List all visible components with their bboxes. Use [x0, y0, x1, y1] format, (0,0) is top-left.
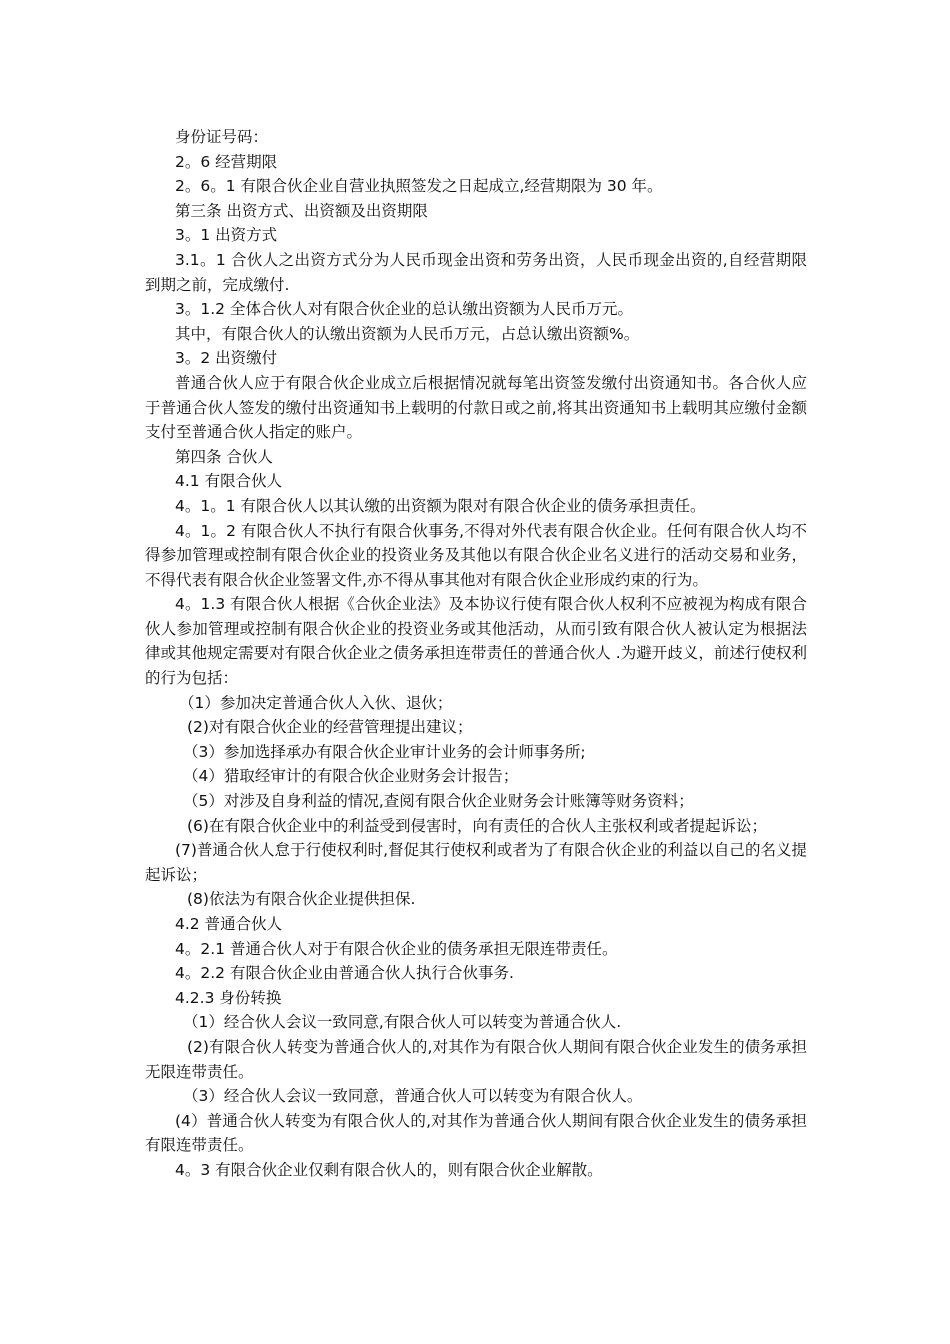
clause-3-1-1: 3.1。1 合伙人之出资方式分为人民币现金出资和劳务出资，人民币现金出资的,自经营期限到期之前，完成缴付.	[145, 250, 807, 294]
document-page	[145, 125, 807, 1183]
conversion-item-3: （3）经合伙人会议一致同意，普通合伙人可以转变为有限合伙人。	[183, 1087, 643, 1106]
clause-4-2-1: 4。2.1 普通合伙人对于有限合伙企业的债务承担无限连带责任。	[175, 939, 618, 958]
list-item-8: (8)依法为有限合伙企业提供担保.	[187, 890, 416, 909]
list-item-5: （5）对涉及自身利益的情况,查阅有限合伙企业财务会计账簿等财务资料；	[183, 792, 694, 811]
id-number-label: 身份证号码：	[175, 128, 269, 146]
clause-2-6-1: 2。6。1 有限合伙企业自营业执照签发之日起成立,经营期限为 30 年。	[175, 177, 663, 196]
clause-4-1-2: 4。1。2 有限合伙人不执行有限合伙事务,不得对外代表有限合伙企业。任何有限合伙人均不得参加管理或控制有限合伙企业的投资业务及其他以有限合伙企业名义进行的活动交易和业务，不得代表有限合伙企业签署文件,亦不得从事其他对有限合伙企业形成约束的行为。	[145, 521, 807, 589]
clause-4-2-heading: 4.2 普通合伙人	[175, 915, 283, 933]
clause-3-1-2: 3。1.2 全体合伙人对有限合伙企业的总认缴出资额为人民币万元。	[175, 300, 633, 319]
list-item-2: (2)对有限合伙企业的经营管理提出建议；	[187, 718, 473, 737]
article-4-heading: 第四条 合伙人	[175, 447, 273, 466]
clause-3-2-heading: 3。2 出资缴付	[175, 349, 278, 368]
list-item-1: （1）参加决定普通合伙人入伙、退伙；	[179, 693, 453, 712]
list-item-6: (6)在有限合伙企业中的利益受到侵害时，向有责任的合伙人主张权利或者提起诉讼；	[187, 816, 767, 835]
article-3-heading: 第三条 出资方式、出资额及出资期限	[175, 201, 428, 220]
clause-4-1-3: 4。1.3 有限合伙人根据《合伙企业法》及本协议行使有限合伙人权利不应被视为构成有限合伙人参加管理或控制有限合伙企业的投资业务或其他活动，从而引致有限合伙人被认定为根据法律或其他规定需要对有限合伙企业之债务承担连带责任的普通合伙人 .为避开歧义，前述行使权利的行为包括：	[145, 595, 807, 688]
clause-3-1-heading: 3。1 出资方式	[175, 226, 278, 245]
conversion-item-4: (4）普通合伙人转变为有限合伙人的,对其作为普通合伙人期间有限合伙企业发生的债务承担有限连带责任。	[145, 1111, 807, 1155]
clause-2-6-heading: 2。6 经营期限	[175, 152, 278, 171]
clause-4-2-3-heading: 4.2.3 身份转换	[175, 988, 282, 1007]
limited-partner-contribution: 其中，有限合伙人的认缴出资额为人民币万元，占总认缴出资额%。	[175, 324, 640, 343]
conversion-item-2: (2)有限合伙人转变为普通合伙人的,对其作为有限合伙人期间有限合伙企业发生的债务承担无限连带责任。	[145, 1037, 807, 1081]
list-item-7: (7)普通合伙人怠于行使权利时,督促其行使权利或者为了有限合伙企业的利益以自己的名义提起诉讼；	[145, 841, 807, 884]
clause-4-2-2: 4。2.2 有限合伙企业由普通合伙人执行合伙事务.	[175, 964, 514, 983]
list-item-4: （4）猎取经审计的有限合伙企业财务会计报告；	[183, 767, 519, 786]
clause-4-1-1: 4。1。1 有限合伙人以其认缴的出资额为限对有限合伙企业的债务承担责任。	[175, 496, 706, 515]
conversion-item-1: （1）经合伙人会议一致同意,有限合伙人可以转变为普通合伙人.	[183, 1013, 622, 1032]
list-item-3: （3）参加选择承办有限合伙企业审计业务的会计师事务所;	[183, 742, 586, 761]
clause-4-1-heading: 4.1 有限合伙人	[175, 472, 283, 491]
clause-4-3: 4。3 有限合伙企业仅剩有限合伙人的，则有限合伙企业解散。	[175, 1160, 603, 1179]
clause-3-2-body: 普通合伙人应于有限合伙企业成立后根据情况就每笔出资签发缴付出资通知书。各合伙人应于普通合伙人签发的缴付出资通知书上载明的付款日或之前,将其出资通知书上载明其应缴付金额支付至普通合伙人指定的账户。	[145, 373, 807, 442]
